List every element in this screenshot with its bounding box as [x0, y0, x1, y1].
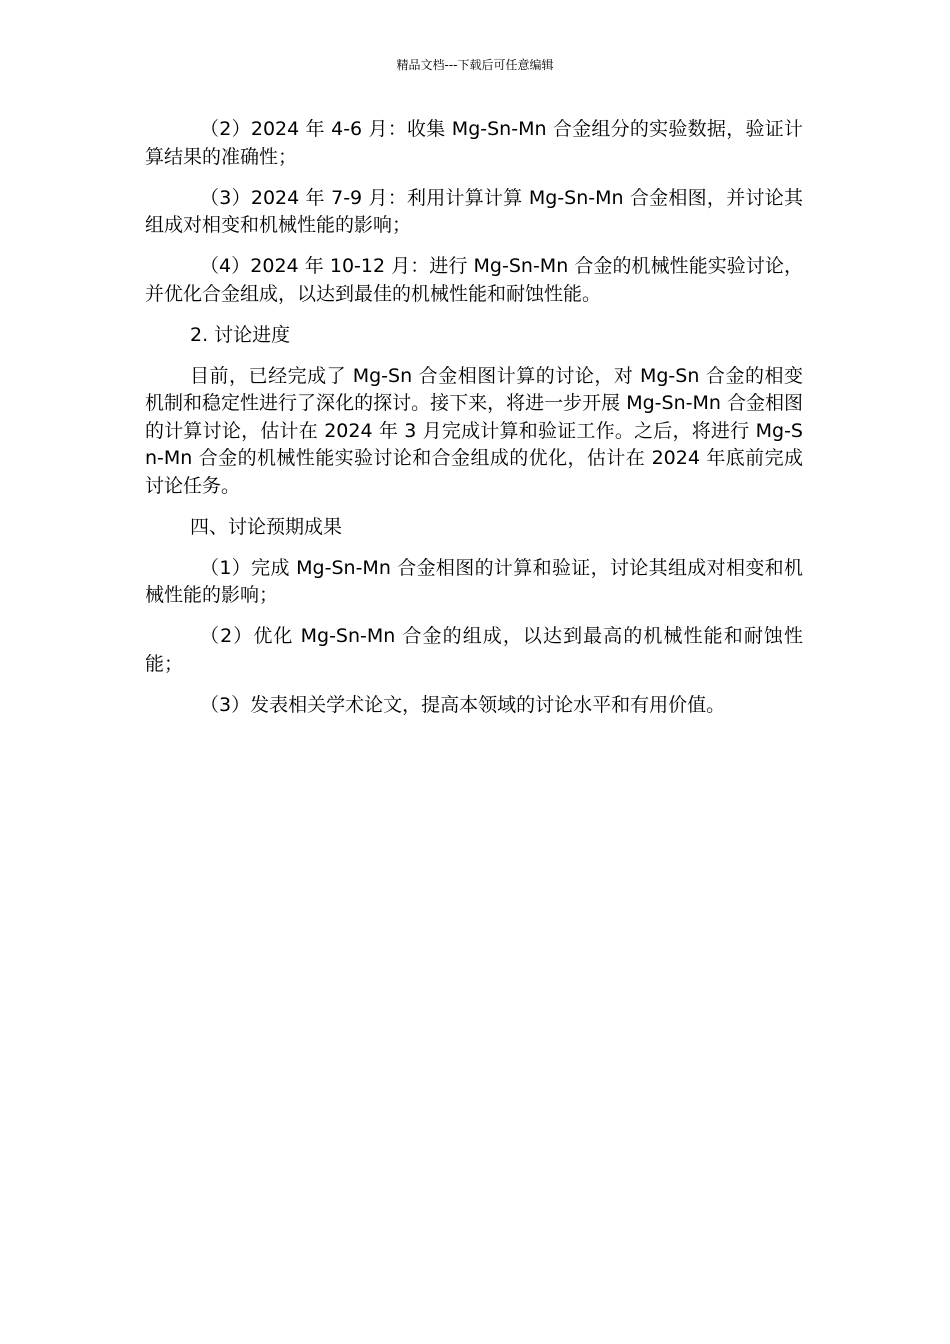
plan-item-4: （4）2024 年 10-12 月：进行 Mg-Sn-Mn 合金的机械性能实验讨论，并优化合金组成，以达到最佳的机械性能和耐蚀性能。 — [145, 255, 803, 305]
outcome-item-1: （1）完成 Mg-Sn-Mn 合金相图的计算和验证，讨论其组成对相变和机械性能的影响； — [145, 556, 803, 606]
progress-paragraph: 目前，已经完成了 Mg-Sn 合金相图计算的讨论，对 Mg-Sn 合金的相变机制和稳定性进行了深化的探讨。接下来，将进一步开展 Mg-Sn-Mn 合金相图的计算讨论，估计在 2024 年 3 月完成计算和验证工作。之后，将进行 Mg-Sn-Mn 合金的机械性能实验讨论和合金组成的优化，估计在 2024 年底前完成讨论任务。 — [145, 364, 803, 497]
outcome-item-2: （2）优化 Mg-Sn-Mn 合金的组成，以达到最高的机械性能和耐蚀性能； — [145, 625, 803, 675]
section-heading-progress: 2. 讨论进度 — [190, 323, 291, 346]
plan-item-2: （2）2024 年 4-6 月：收集 Mg-Sn-Mn 合金组分的实验数据，验证计算结果的准确性； — [145, 118, 803, 168]
document-body — [145, 116, 803, 733]
section-heading-outcomes: 四、讨论预期成果 — [190, 515, 343, 538]
outcome-item-3: （3）发表相关学术论文，提高本领域的讨论水平和有用价值。 — [200, 693, 726, 716]
plan-item-3: （3）2024 年 7-9 月：利用计算计算 Mg-Sn-Mn 合金相图，并讨论其组成对相变和机械性能的影响； — [145, 186, 803, 236]
page-header: 精品文档---下载后可任意编辑 — [396, 58, 554, 72]
